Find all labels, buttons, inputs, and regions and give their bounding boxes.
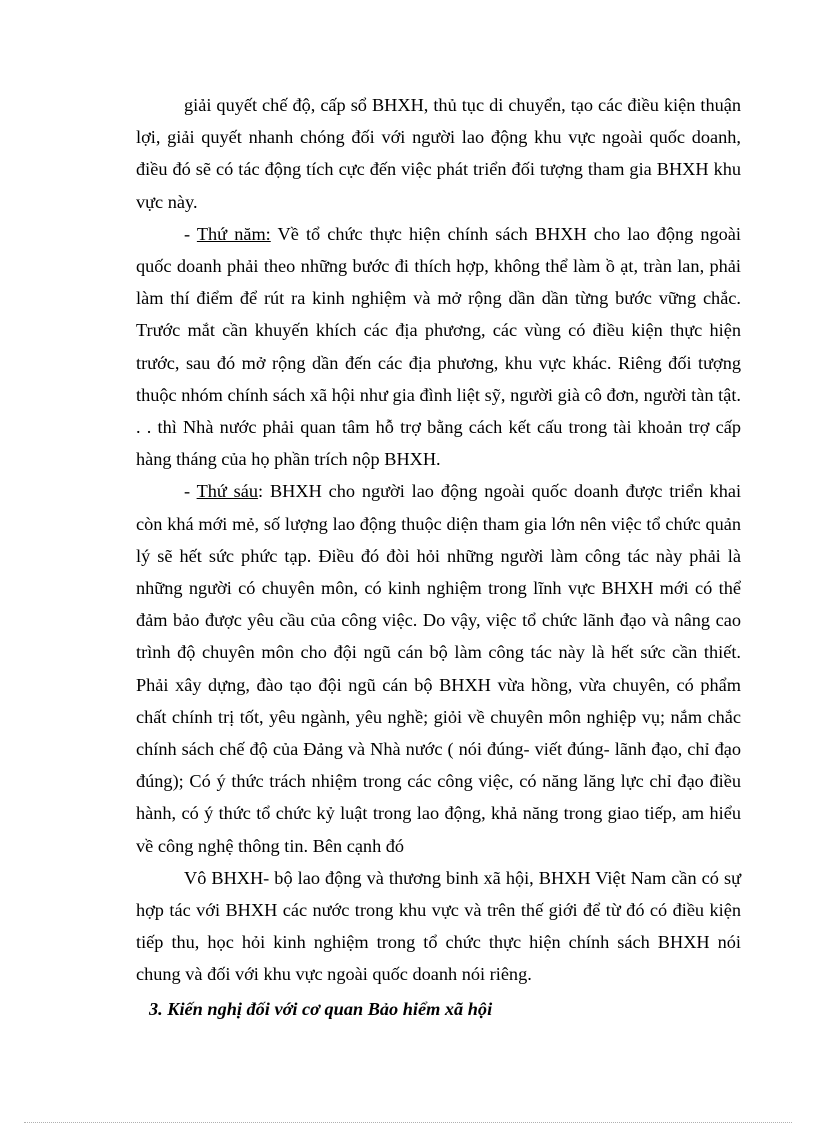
item-6-text: : BHXH cho người lao động ngoài quốc doanh được triển khai còn khá mới mẻ, số lượng lao động thuộc diện tham gia lớn nên việc tổ chức quản lý sẽ hết sức phức tạp. Điều đó đòi hỏi những người làm công tác này phải là những người có chuyên môn, có kinh nghiệm trong lĩnh vực BHXH mới có thể đảm bảo được yêu cầu của công việc. Do vậy, việc tổ chức lãnh đạo và nâng cao trình độ chuyên môn cho đội ngũ cán bộ làm công tác này là hết sức cần thiết. Phải xây dựng, đào tạo đội ngũ cán bộ BHXH vừa hồng, vừa chuyên, có phẩm chất chính trị tốt, yêu ngành, yêu nghề; giỏi về chuyên môn nghiệp vụ; nắm chắc chính sách chế độ của Đảng và Nhà nước ( nói đúng- viết đúng- lãnh đạo, chỉ đạo đúng); Có ý thức trách nhiệm trong các công việc, có năng lăng lực chỉ đạo điều hành, có ý thức tổ chức kỷ luật trong lao động, khả năng trong giao tiếp, am hiểu về công nghệ thông tin. Bên cạnh đó bbox=[136, 481, 742, 856]
section-heading: 3. Kiến nghị đối với cơ quan Bảo hiểm xã hội bbox=[149, 999, 493, 1019]
item-5-text: Về tổ chức thực hiện chính sách BHXH cho lao động ngoài quốc doanh phải theo những bước đi thích hợp, không thể làm ồ ạt, tràn lan, phải làm thí điểm để rút ra kinh nghiệm và mở rộng dần dần từng bước vững chắc. Trước mắt cần khuyến khích các địa phương, các vùng có điều kiện thực hiện trước, sau đó mở rộng dần đến các địa phương, khu vực khác. Riêng đối tượng thuộc nhóm chính sách xã hội như gia đình liệt sỹ, người già cô đơn, người tàn tật. . . thì Nhà nước phải quan tâm hỗ trợ bằng cách kết cấu trong tài khoản trợ cấp hàng tháng của họ phần trích nộp BHXH. bbox=[136, 223, 741, 470]
paragraph-item-6 bbox=[136, 475, 741, 861]
item-6-prefix: - bbox=[184, 481, 197, 502]
paragraph-last: Vô BHXH- bộ lao động và thương binh xã hội, BHXH Việt Nam cần có sự hợp tác với BHXH các nước trong khu vực và trên thế giới để từ đó có điều kiện tiếp thu, học hỏi kinh nghiệm trong tổ chức thực hiện chính sách BHXH nói chung và đối với khu vực ngoài quốc doanh nói riêng. bbox=[136, 867, 741, 985]
paragraph-continued: giải quyết chế độ, cấp sổ BHXH, thủ tục di chuyển, tạo các điều kiện thuận lợi, giải quyết nhanh chóng đối với người lao động khu vực ngoài quốc doanh, điều đó sẽ có tác động tích cực đến việc phát triển đối tượng tham gia BHXH khu vực này. bbox=[136, 95, 741, 212]
paragraph-item-5 bbox=[136, 218, 741, 476]
item-5-label: Thứ năm: bbox=[196, 223, 271, 244]
item-6-label: Thứ sáu bbox=[196, 481, 259, 502]
body-text bbox=[136, 89, 741, 991]
item-5-prefix: - bbox=[184, 223, 197, 244]
